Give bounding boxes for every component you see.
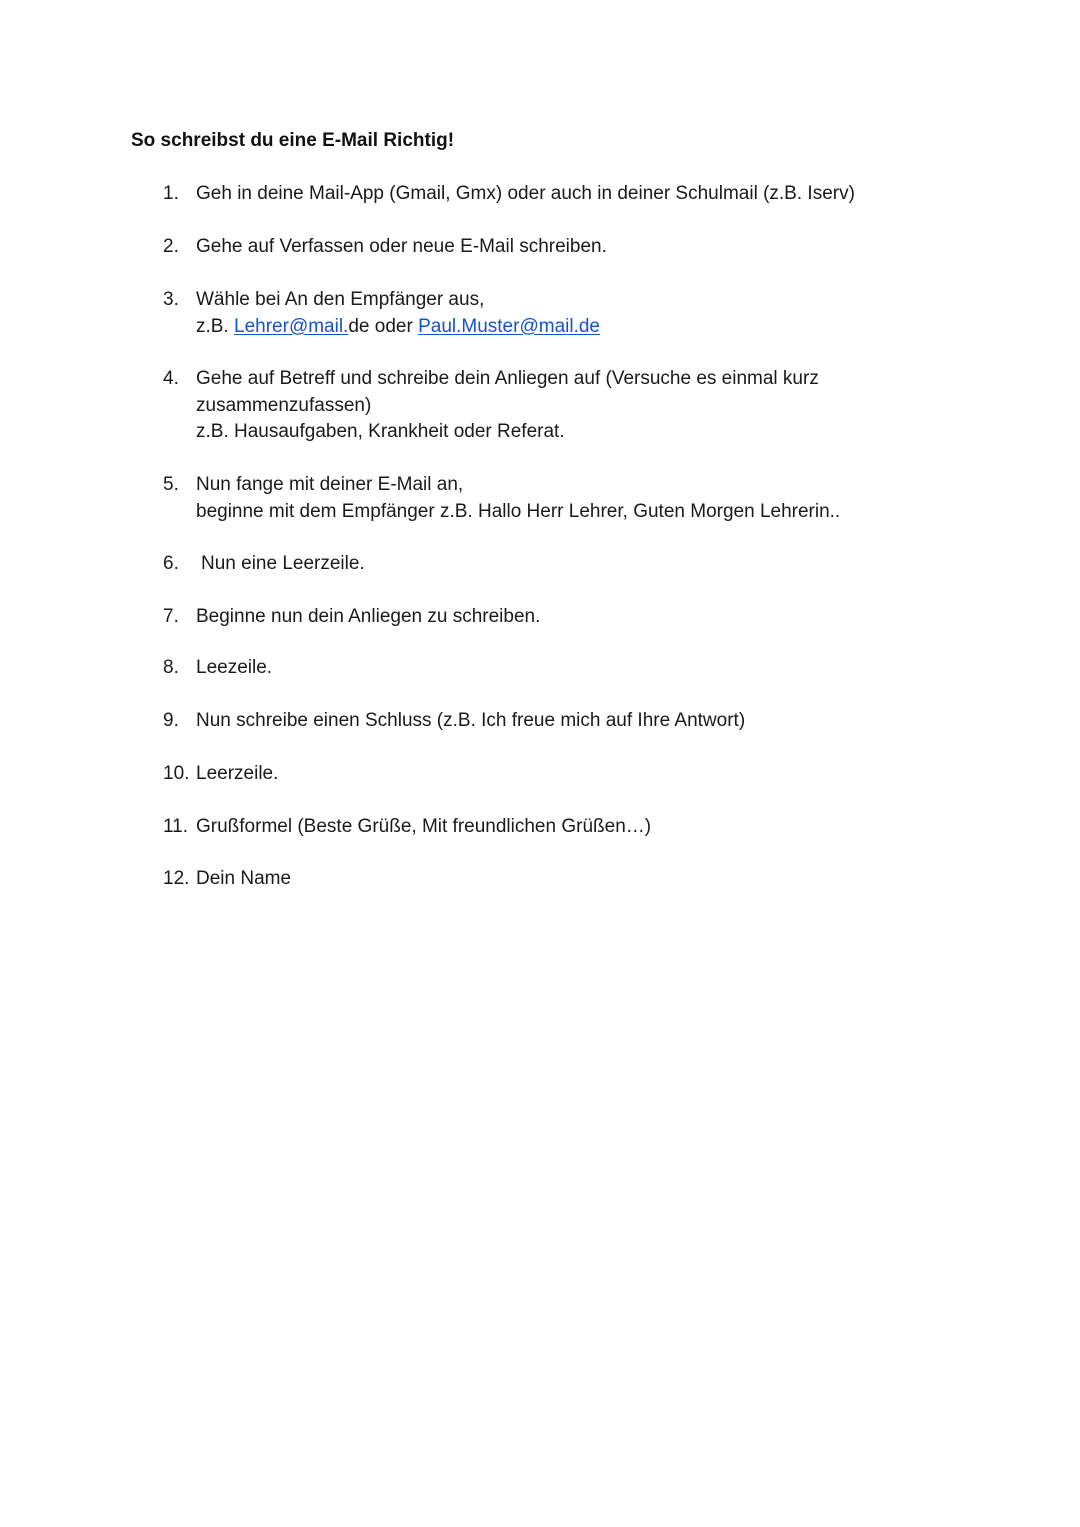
- list-item-text: Dein Name: [196, 868, 292, 889]
- list-number: 1.: [163, 183, 179, 204]
- list-number: 2.: [163, 236, 179, 257]
- list-item-text: Wähle bei An den Empfänger aus,: [196, 289, 485, 310]
- list-number: 4.: [163, 368, 179, 389]
- email-link-paul-muster[interactable]: Paul.Muster@mail.de: [418, 315, 600, 337]
- list-number: 3.: [163, 289, 179, 310]
- list-item-text: Geh in deine Mail-App (Gmail, Gmx) oder auch in deiner Schulmail (z.B. Iserv): [196, 183, 855, 204]
- list-item-text: Leerzeile.: [196, 763, 279, 784]
- list-number: 6.: [163, 553, 179, 574]
- example-prefix: z.B.: [196, 315, 235, 337]
- list-number: 7.: [163, 606, 179, 627]
- list-number: 12.: [163, 868, 190, 889]
- list-item-text: Gehe auf Verfassen oder neue E-Mail schreiben.: [196, 236, 607, 257]
- list-number: 8.: [163, 657, 179, 678]
- list-item-text: Leezeile.: [196, 657, 273, 678]
- list-number: 9.: [163, 710, 179, 731]
- list-number: 5.: [163, 474, 179, 495]
- example-addresses-line: [196, 314, 916, 341]
- list-number: 10.: [163, 763, 190, 784]
- list-item-text: beginne mit dem Empfänger z.B. Hallo Herr Lehrer, Guten Morgen Lehrerin..: [196, 500, 841, 522]
- list-item-text: Gehe auf Betreff und schreibe dein Anliegen auf (Versuche es einmal kurz: [196, 368, 819, 389]
- list-item-text: Nun eine Leerzeile.: [201, 553, 365, 574]
- list-item-text: Nun fange mit deiner E-Mail an,: [196, 474, 464, 495]
- page-title: So schreibst du eine E-Mail Richtig!: [131, 130, 455, 151]
- email-link-lehrer[interactable]: Lehrer@mail.: [234, 315, 349, 337]
- list-item-text: Beginne nun dein Anliegen zu schreiben.: [196, 606, 541, 627]
- list-number: 11.: [163, 816, 189, 837]
- list-item-text: Nun schreibe einen Schluss (z.B. Ich freue mich auf Ihre Antwort): [196, 710, 746, 731]
- list-item-text: Grußformel (Beste Grüße, Mit freundlichen Grüßen…): [196, 816, 652, 837]
- list-item-text: zusammenzufassen): [196, 394, 372, 416]
- list-item-text: z.B. Hausaufgaben, Krankheit oder Referat.: [196, 421, 565, 442]
- example-connector: de oder: [348, 315, 419, 337]
